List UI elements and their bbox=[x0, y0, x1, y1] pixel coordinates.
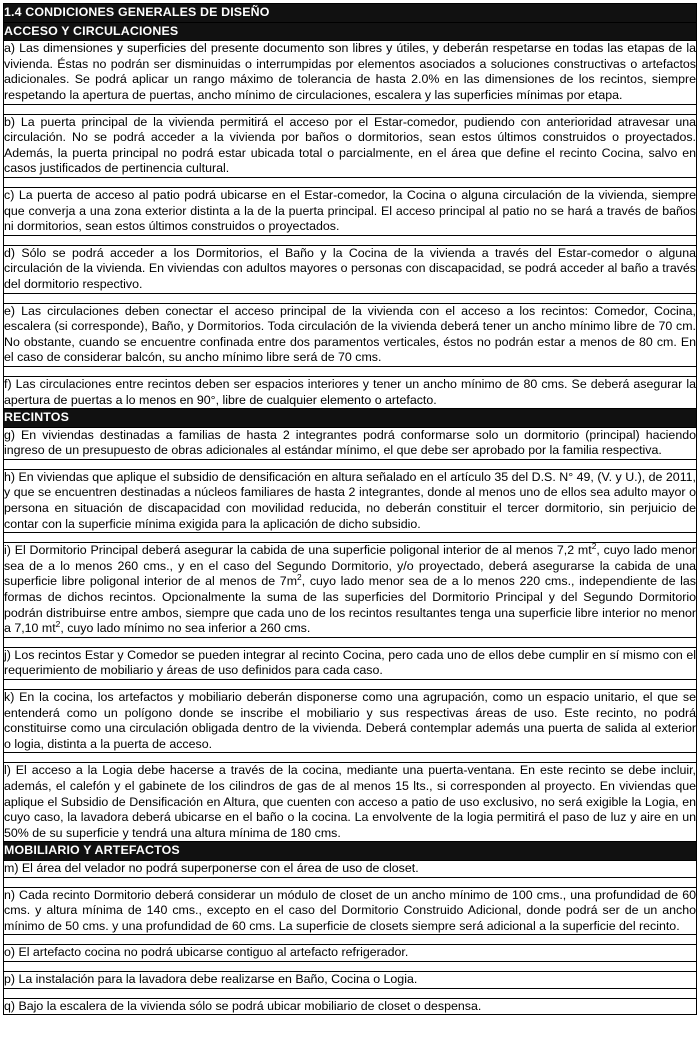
clause-a: a) Las dimensiones y superficies del presente documento son libres y útiles, y deberán respetarse en todas las etapas de la vivienda. Éstas no podrán ser disminuidas o interrumpidas por elementos asociados a soluciones constructivas o artefactos adicionales. Se podrá aplicar un rango máximo de tolerancia de hasta 2.0% en las dimensiones de los recintos, siempre respetando la apertura de puertas, ancho mínimo de circulaciones, escalera y las superficies mínimas por etapa. bbox=[4, 41, 697, 104]
clause-p: p) La instalación para la lavadora debe realizarse en Baño, Cocina o Logia. bbox=[4, 971, 697, 988]
table-row bbox=[4, 376, 697, 408]
section-heading-recintos: RECINTOS bbox=[4, 409, 697, 428]
spacer-cell bbox=[4, 177, 697, 187]
table-row bbox=[4, 842, 697, 861]
spacer-row bbox=[4, 235, 697, 245]
table-row bbox=[4, 887, 697, 935]
spacer-row bbox=[4, 961, 697, 971]
table-row bbox=[4, 114, 697, 177]
spacer-row bbox=[4, 680, 697, 690]
spacer-cell bbox=[4, 104, 697, 114]
spacer-row bbox=[4, 935, 697, 945]
spacer-row bbox=[4, 293, 697, 303]
table-row bbox=[4, 998, 697, 1015]
spacer-row bbox=[4, 177, 697, 187]
regulations-table bbox=[3, 3, 697, 1015]
spacer-cell bbox=[4, 961, 697, 971]
spacer-cell bbox=[4, 877, 697, 887]
table-row bbox=[4, 469, 697, 532]
spacer-row bbox=[4, 753, 697, 763]
spacer-cell bbox=[4, 366, 697, 376]
table-row bbox=[4, 303, 697, 366]
table-row bbox=[4, 245, 697, 293]
spacer-row bbox=[4, 988, 697, 998]
spacer-row bbox=[4, 637, 697, 647]
table-row bbox=[4, 187, 697, 235]
clause-j: j) Los recintos Estar y Comedor se pueden integrar al recinto Cocina, pero cada uno de ellos debe cumplir en sí mismo con el requerimiento de mobiliario y áreas de uso definidos para cada caso. bbox=[4, 647, 697, 679]
clause-m: m) El área del velador no podrá superponerse con el área de uso de closet. bbox=[4, 860, 697, 877]
clause-o: o) El artefacto cocina no podrá ubicarse contiguo al artefacto refrigerador. bbox=[4, 945, 697, 962]
clause-l: l) El acceso a la Logia debe hacerse a través de la cocina, mediante una puerta-ventana. En este recinto se debe incluir, además, el calefón y el gabinete de los cilindros de gas de al menos 15 lts., si corresponden al proyecto. En viviendas que aplique el Subsidio de Densificación en Altura, que cuenten con acceso a patio de uso exclusivo, no será exigible la Logia, en cuyo caso, la lavadora deberá ubicarse en el baño o la cocina. La envolvente de la logia permitirá el paso de luz y aire en un 50% de su superficie y tendrá una altura mínima de 180 cms. bbox=[4, 763, 697, 842]
table-row bbox=[4, 971, 697, 988]
table-row bbox=[4, 41, 697, 104]
spacer-cell bbox=[4, 637, 697, 647]
spacer-cell bbox=[4, 680, 697, 690]
clause-b: b) La puerta principal de la vivienda permitirá el acceso por el Estar-comedor, pudiendo con anterioridad atravesar una circulación. No se podrá acceder a la vivienda por baños o dormitorios, sean estos últimos construidos o proyectados. Además, la puerta principal no podrá estar ubicada total o parcialmente, en el área que define el recinto Cocina, salvo en casos justificados de pertinencia cultural. bbox=[4, 114, 697, 177]
table-row bbox=[4, 427, 697, 459]
clause-k: k) En la cocina, los artefactos y mobiliario deberán disponerse como una agrupación, como un espacio unitario, el que se entenderá como un polígono donde se inscribe el mobiliario y sus respectivas áreas de uso. Este recinto, no podrá constituirse como una circulación obligada dentro de la vivienda. Deberá contemplar además una puerta de salida al exterior o logia, distinta a la puerta de acceso. bbox=[4, 690, 697, 753]
section-heading-acceso: ACCESO Y CIRCULACIONES bbox=[4, 22, 697, 41]
clause-i: i) El Dormitorio Principal deberá asegurar la cabida de una superficie poligonal interior de al menos 7,2 $mt^2$, cuyo lado menor sea de a lo menos 260 cms., y en el caso del Segundo Dormitorio, y/o proyectado, deberá asegurarse la cabida de una superficie libre poligonal interior de al menos de $7m^2$, cuyo lado menor sea de a lo menos 220 cms., independiente de las formas de dichos recintos. Opcionalmente la suma de las superficies del Dormitorio Principal y del Segundo Dormitorio podrán distribuirse entre ambos, siempre que cada uno de los recintos resultantes tenga una superficie libre interior no menor a 7,10 $mt^2$, cuyo lado mínimo no sea inferior a 260 cms. bbox=[4, 543, 697, 638]
table-row bbox=[4, 690, 697, 753]
spacer-row bbox=[4, 366, 697, 376]
clause-g: g) En viviendas destinadas a familias de hasta 2 integrantes podrá conformarse solo un dormitorio (principal) haciendo ingreso de un presupuesto de obras adicionales al estándar mínimo, el que debe ser aprobado por la familia respectiva. bbox=[4, 427, 697, 459]
clause-n: n) Cada recinto Dormitorio deberá considerar un módulo de closet de un ancho mínimo de 100 cms., una profundidad de 60 cms. y altura mínima de 140 cms., excepto en el caso del Dormitorio Construido Adicional, donde podrá ser de un ancho mínimo de 50 cms. y una profundidad de 60 cms. La superficie de closets siempre será adicional a la superficie del recinto. bbox=[4, 887, 697, 935]
table-row bbox=[4, 860, 697, 877]
clause-q: q) Bajo la escalera de la vivienda sólo se podrá ubicar mobiliario de closet o despensa. bbox=[4, 998, 697, 1015]
document-title: 1.4 CONDICIONES GENERALES DE DISEÑO bbox=[4, 4, 697, 23]
spacer-cell bbox=[4, 459, 697, 469]
table-row bbox=[4, 647, 697, 679]
table-row bbox=[4, 543, 697, 638]
spacer-cell bbox=[4, 235, 697, 245]
section-heading-mobiliario: MOBILIARIO Y ARTEFACTOS bbox=[4, 842, 697, 861]
regulations-table-body bbox=[4, 4, 697, 1015]
table-row bbox=[4, 409, 697, 428]
table-row bbox=[4, 945, 697, 962]
spacer-cell bbox=[4, 293, 697, 303]
clause-c: c) La puerta de acceso al patio podrá ubicarse en el Estar-comedor, la Cocina o alguna circulación de la vivienda, siempre que converja a una zona exterior distinta a la de la puerta principal. El acceso principal al patio no se hará a través de baños ni dormitorios, sean estos últimos construidos o proyectados. bbox=[4, 187, 697, 235]
spacer-row bbox=[4, 877, 697, 887]
spacer-row bbox=[4, 459, 697, 469]
clause-e: e) Las circulaciones deben conectar el acceso principal de la vivienda con el acceso a los recintos: Comedor, Cocina, escalera (si corresponde), Baño, y Dormitorios. Toda circulación de la vivienda deberá tener un ancho mínimo libre de 70 cm. No obstante, cuando se encuentre confinada entre dos paramentos verticales, éstos no podrán estar a menos de 80 cm. En el caso de considerar balcón, su ancho mínimo libre será de 70 cms. bbox=[4, 303, 697, 366]
table-row bbox=[4, 22, 697, 41]
spacer-cell bbox=[4, 935, 697, 945]
table-row bbox=[4, 4, 697, 23]
clause-h: h) En viviendas que aplique el subsidio de densificación en altura señalado en el artículo 35 del D.S. N° 49, (V. y U.), de 2011, y que se encuentren destinadas a núcleos familiares de hasta 2 integrantes, donde al menos uno de ellos sea adulto mayor o persona en situación de discapacidad con movilidad reducida, no deberán constituir el tercer dormitorio, sin perjuicio de contar con la superficie mínima exigida para la aplicación de dicho subsidio. bbox=[4, 469, 697, 532]
spacer-row bbox=[4, 104, 697, 114]
clause-f: f) Las circulaciones entre recintos deben ser espacios interiores y tener un ancho mínimo de 80 cms. Se deberá asegurar la apertura de puertas a lo menos en 90°, libre de cualquier elemento o artefacto. bbox=[4, 376, 697, 408]
spacer-cell bbox=[4, 753, 697, 763]
table-row bbox=[4, 763, 697, 842]
spacer-cell bbox=[4, 988, 697, 998]
clause-d: d) Sólo se podrá acceder a los Dormitorios, el Baño y la Cocina de la vivienda a través del Estar-comedor o alguna circulación de la vivienda. En viviendas con adultos mayores o personas con discapacidad, se podrá acceder al baño a través del dormitorio respectivo. bbox=[4, 245, 697, 293]
